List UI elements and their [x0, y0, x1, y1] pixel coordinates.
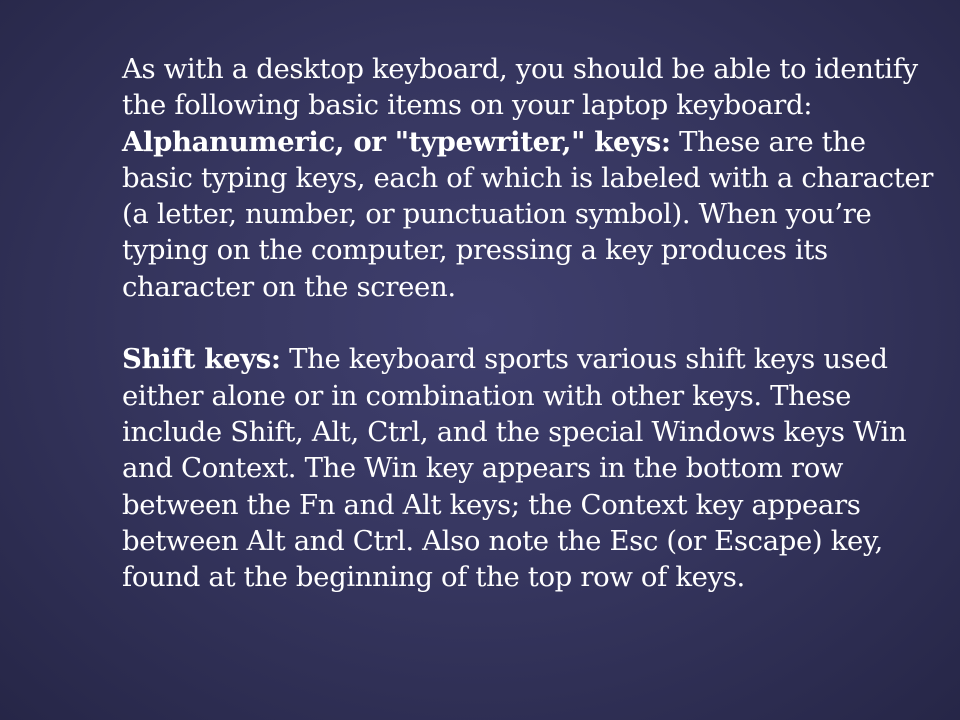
shift-keys-text: The keyboard sports various shift keys used either alone or in combination with other keys. These include Shift, Alt, Ctrl, and the special Windows keys Win and Context. The Win key appears in the bottom row between the Fn and Alt keys; the Context key appears between Alt and Ctrl. Also note the Esc (or Escape) key, found at the beginning of the top row of keys. — [122, 343, 907, 594]
shift-keys-term: Shift keys: — [122, 343, 281, 376]
shift-keys-paragraph — [122, 341, 942, 595]
alphanumeric-keys-paragraph — [122, 124, 942, 305]
intro-paragraph — [122, 51, 942, 124]
intro-text: As with a desktop keyboard, you should be able to identify the following basic items on your laptop keyboard: — [122, 53, 918, 122]
alphanumeric-keys-text: These are the basic typing keys, each of which is labeled with a character (a letter, number, or punctuation symbol). When you’re typing on the computer, pressing a key produces its character on the screen. — [122, 125, 934, 303]
slide-body — [122, 51, 942, 595]
alphanumeric-keys-term: Alphanumeric, or "typewriter," keys: — [122, 125, 671, 158]
